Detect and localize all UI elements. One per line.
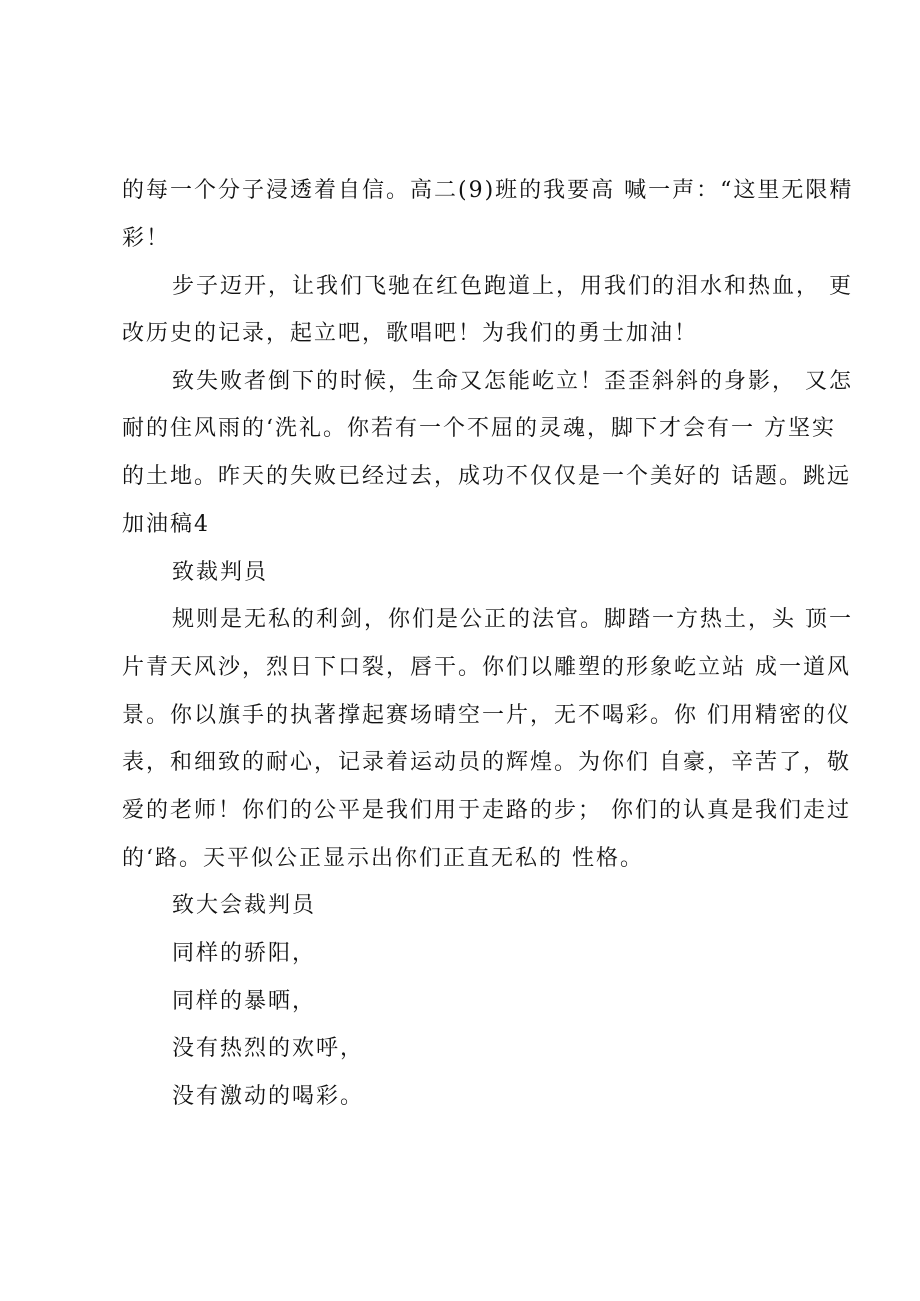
section-heading: 致大会裁判员 — [172, 893, 317, 918]
text-line: 景。你以旗手的执著撑起赛场晴空一片，无不喝彩。你 们用精密的仪 — [122, 703, 851, 728]
poem-line: 同样的暴晒， — [172, 989, 317, 1014]
text-line: 致失败者倒下的时候，生命又怎能屹立！歪歪斜斜的身影， 又怎 — [172, 369, 853, 394]
poem-line: 没有热烈的欢呼， — [172, 1036, 365, 1061]
text-line: 加油稿4 — [122, 512, 210, 537]
text-line: 的每一个分子浸透着自信。高二(9)班的我要高 喊一声：“这里无限精 — [122, 178, 854, 203]
section-heading: 致裁判员 — [172, 560, 269, 585]
text-line: 规则是无私的利剑，你们是公正的法官。脚踏一方热土，头 顶一 — [172, 607, 853, 632]
text-line: 片青天风沙，烈日下口裂，唇干。你们以雕塑的形象屹立站 成一道风 — [122, 655, 851, 680]
text-line: 的土地。昨天的失败已经过去，成功不仅仅是一个美好的 话题。跳远 — [122, 464, 851, 489]
poem-line: 同样的骄阳， — [172, 941, 317, 966]
text-line: 的‘路。天平似公正显示出你们正直无私的 性格。 — [122, 846, 644, 871]
text-line: 彩！ — [122, 226, 171, 251]
text-line: 步子迈开，让我们飞驰在红色跑道上，用我们的泪水和热血， 更 — [172, 274, 853, 299]
text-line: 耐的住风雨的‘洗礼。你若有一个不屈的灵魂，脚下才会有一 方坚实 — [122, 416, 836, 441]
text-line: 爱的老师！你们的公平是我们用于走路的步； 你们的认真是我们走过 — [122, 798, 851, 823]
text-line: 表，和细致的耐心，记录着运动员的辉煌。为你们 自豪，辛苦了，敬 — [122, 750, 851, 775]
poem-line: 没有激动的喝彩。 — [172, 1084, 365, 1109]
text-line: 改历史的记录，起立吧，歌唱吧！为我们的勇士加油！ — [122, 321, 699, 346]
